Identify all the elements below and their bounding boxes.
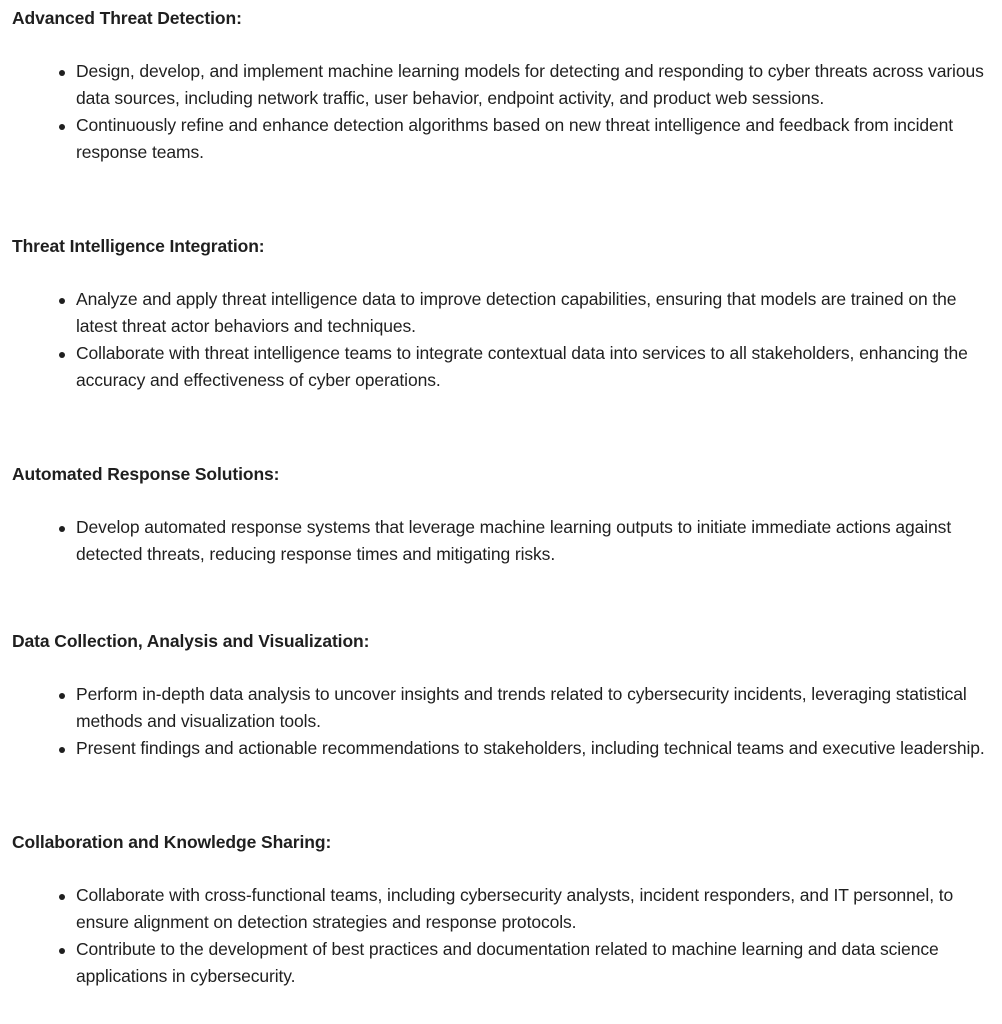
bullet-icon — [59, 352, 65, 358]
section-spacer — [12, 762, 992, 824]
list-item — [12, 936, 992, 990]
bullet-icon — [59, 948, 65, 954]
bullet-icon — [59, 693, 65, 699]
section-spacer — [12, 166, 992, 228]
bullet-list — [12, 514, 992, 568]
bullet-list — [12, 286, 992, 394]
list-item-text: Collaborate with cross-functional teams, including cybersecurity analysts, incident responders, and IT personnel, to ensure alignment on detection strategies and response protocols. — [76, 885, 954, 932]
bullet-icon — [59, 894, 65, 900]
list-item-text: Develop automated response systems that leverage machine learning outputs to initiate immediate actions against detected threats, reducing response times and mitigating risks. — [76, 517, 952, 564]
bullet-icon — [59, 124, 65, 130]
list-item-text: Contribute to the development of best practices and documentation related to machine learning and data science applications in cybersecurity. — [76, 939, 939, 986]
list-item-text: Collaborate with threat intelligence teams to integrate contextual data into services to all stakeholders, enhancing the accuracy and effectiveness of cyber operations. — [76, 343, 968, 390]
section-heading: Advanced Threat Detection: — [12, 8, 242, 28]
list-item-text: Perform in-depth data analysis to uncover insights and trends related to cybersecurity incidents, leveraging statistical methods and visualization tools. — [76, 684, 967, 731]
section-automated-response-solutions — [12, 462, 992, 568]
section-collaboration-knowledge-sharing — [12, 830, 992, 990]
section-heading: Threat Intelligence Integration: — [12, 236, 265, 256]
section-heading: Data Collection, Analysis and Visualization: — [12, 631, 370, 651]
list-item-text: Present findings and actionable recommendations to stakeholders, including technical teams and executive leadership. — [76, 738, 985, 758]
section-spacer — [12, 568, 992, 623]
section-spacer — [12, 394, 992, 456]
list-item-text: Continuously refine and enhance detection algorithms based on new threat intelligence and feedback from incident response teams. — [76, 115, 954, 162]
bullet-list — [12, 681, 992, 762]
bullet-icon — [59, 747, 65, 753]
list-item-text: Design, develop, and implement machine learning models for detecting and responding to cyber threats across various data sources, including network traffic, user behavior, endpoint activity, and product web sessions. — [76, 61, 984, 108]
list-item — [12, 514, 992, 568]
bullet-icon — [59, 298, 65, 304]
list-item — [12, 58, 992, 112]
bullet-icon — [59, 70, 65, 76]
section-advanced-threat-detection — [12, 6, 992, 166]
section-heading: Collaboration and Knowledge Sharing: — [12, 832, 332, 852]
bullet-list — [12, 58, 992, 166]
list-item — [12, 286, 992, 340]
section-data-collection-analysis-visualization — [12, 629, 992, 762]
list-item — [12, 681, 992, 735]
list-item-text: Analyze and apply threat intelligence data to improve detection capabilities, ensuring that models are trained on the latest threat actor behaviors and techniques. — [76, 289, 957, 336]
section-threat-intelligence-integration — [12, 234, 992, 394]
list-item — [12, 340, 992, 394]
section-heading: Automated Response Solutions: — [12, 464, 280, 484]
list-item — [12, 735, 992, 762]
list-item — [12, 112, 992, 166]
bullet-icon — [59, 526, 65, 532]
document-content — [12, 0, 992, 990]
bullet-list — [12, 882, 992, 990]
list-item — [12, 882, 992, 936]
